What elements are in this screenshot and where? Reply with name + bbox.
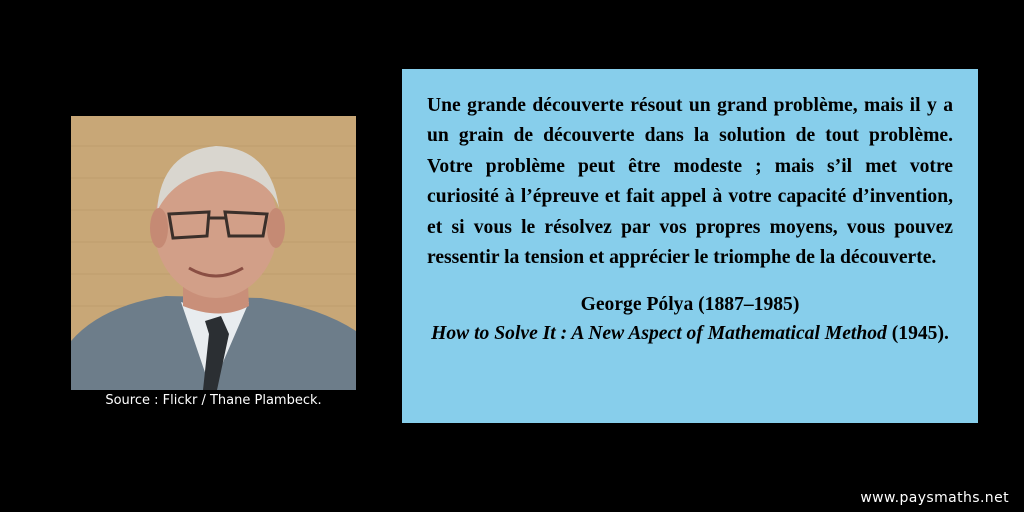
quote-box <box>402 69 978 423</box>
portrait-photo <box>71 116 356 390</box>
attribution <box>427 290 953 348</box>
book-citation <box>427 319 953 348</box>
quote-author: George Pólya (1887–1985) <box>580 294 800 316</box>
portrait-illustration <box>71 116 356 390</box>
book-title: How to Solve It : A New Aspect of Mathematical Method <box>431 323 887 345</box>
site-url: www.paysmaths.net <box>860 490 1009 506</box>
book-year: (1945). <box>886 323 949 345</box>
quote-text: Une grande découverte résout un grand problème, mais il y a un grain de découverte dans la solution de tout problème. Votre problème peut être modeste ; mais s’il met votre curiosité à l’épreuve et fait appel à votre capacité d’invention, et si vous le résolvez par vos propres moyens, vous pouvez ressentir la tension et apprécier le triomphe de la découverte. <box>427 95 953 269</box>
photo-caption: Source : Flickr / Thane Plambeck. <box>105 393 322 408</box>
